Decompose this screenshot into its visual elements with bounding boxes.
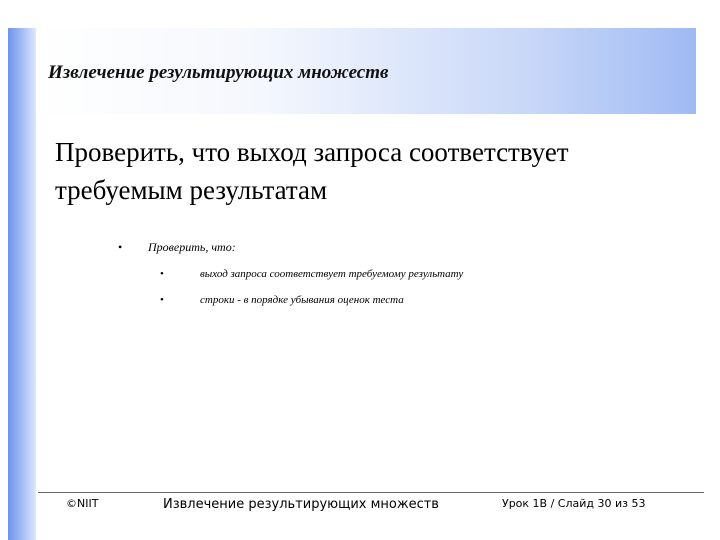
footer-divider (38, 492, 704, 493)
footer-page-number: Урок 1B / Слайд 30 из 53 (502, 497, 646, 510)
heading-line-1: Проверить, что выход запроса соответствует (55, 137, 569, 167)
bullet-level2-text: строки - в порядке убывания оценок теста (200, 294, 404, 306)
bullet-level2-text: выход запроса соответствует требуемому результату (200, 268, 464, 280)
bullet-marker: • (118, 240, 123, 254)
heading-line-2: требуемым результатам (55, 175, 328, 205)
bullet-marker: • (160, 268, 164, 280)
bullet-level1-text: Проверить, что: (148, 240, 236, 254)
footer-copyright: ©NIIT (66, 497, 99, 510)
bullet-level1 (118, 240, 236, 255)
bullet-level2-1 (160, 268, 463, 280)
slide-header-title: Извлечение результирующих множеств (48, 62, 389, 83)
footer-title: Извлечение результирующих множеств (163, 497, 439, 512)
bullet-level2-2 (160, 294, 404, 306)
slide-main-heading (55, 133, 695, 209)
left-accent-bar (8, 28, 36, 540)
bullet-marker: • (160, 294, 164, 306)
